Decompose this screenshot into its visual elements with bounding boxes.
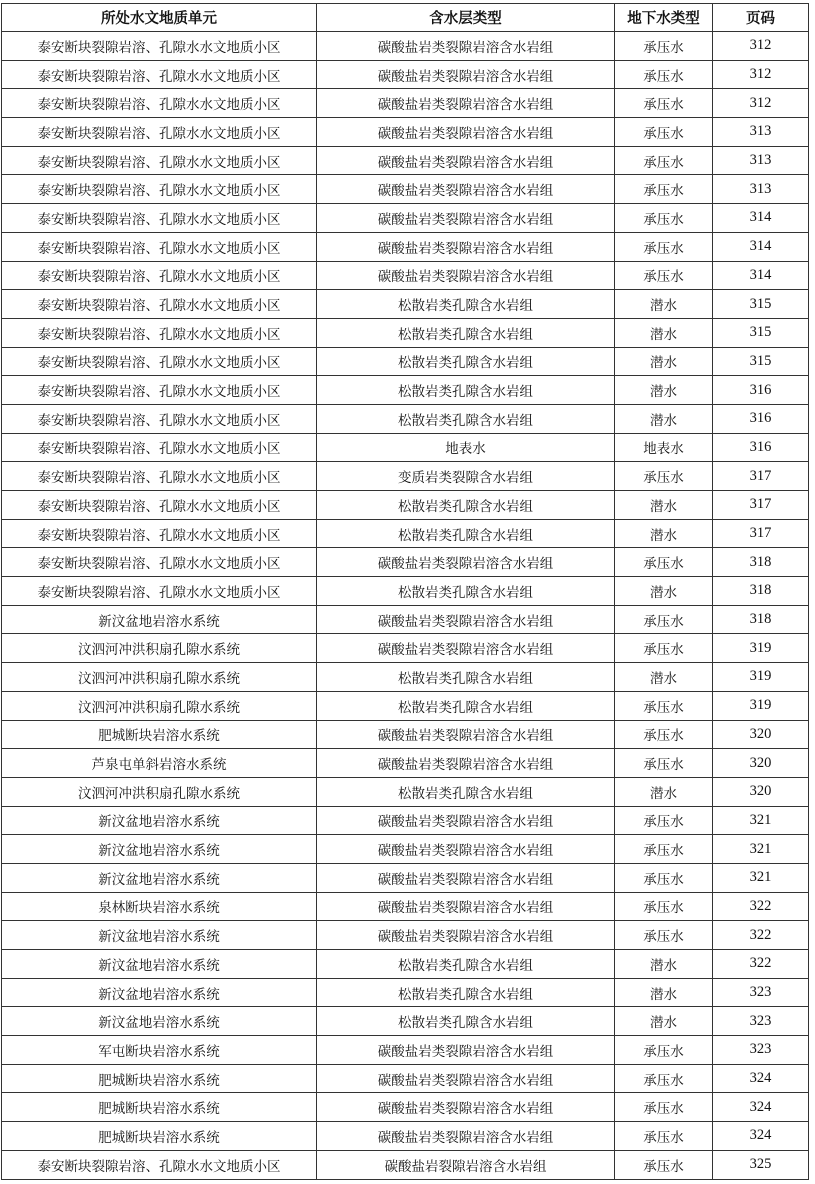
cell-hydrogeologic-unit: 泰安断块裂隙岩溶、孔隙水水文地质小区 [2,491,317,520]
cell-aquifer-type: 碳酸盐岩类裂隙岩溶含水岩组 [317,204,615,233]
cell-page-number: 325 [713,1150,809,1179]
cell-page-number: 319 [713,634,809,663]
cell-hydrogeologic-unit: 泰安断块裂隙岩溶、孔隙水水文地质小区 [2,347,317,376]
cell-aquifer-type: 碳酸盐岩类裂隙岩溶含水岩组 [317,146,615,175]
cell-aquifer-type: 碳酸盐岩类裂隙岩溶含水岩组 [317,89,615,118]
table-row [2,950,809,979]
table-row [2,32,809,61]
cell-groundwater-type: 承压水 [615,146,713,175]
table-row [2,863,809,892]
table-header-row [2,4,809,32]
cell-groundwater-type: 承压水 [615,204,713,233]
cell-aquifer-type: 碳酸盐岩类裂隙岩溶含水岩组 [317,634,615,663]
aquifer-index-table [1,3,809,1180]
cell-aquifer-type: 松散岩类孔隙含水岩组 [317,691,615,720]
cell-groundwater-type: 承压水 [615,32,713,61]
cell-groundwater-type: 潜水 [615,519,713,548]
cell-page-number: 316 [713,404,809,433]
cell-aquifer-type: 碳酸盐岩类裂隙岩溶含水岩组 [317,1093,615,1122]
cell-groundwater-type: 承压水 [615,921,713,950]
cell-aquifer-type: 松散岩类孔隙含水岩组 [317,347,615,376]
cell-aquifer-type: 松散岩类孔隙含水岩组 [317,777,615,806]
cell-aquifer-type: 松散岩类孔隙含水岩组 [317,577,615,606]
cell-page-number: 313 [713,175,809,204]
table-row [2,404,809,433]
header-aquifer-type: 含水层类型 [317,4,615,32]
table-row [2,577,809,606]
cell-aquifer-type: 松散岩类孔隙含水岩组 [317,318,615,347]
cell-aquifer-type: 碳酸盐岩类裂隙岩溶含水岩组 [317,175,615,204]
cell-hydrogeologic-unit: 新汶盆地岩溶水系统 [2,863,317,892]
cell-page-number: 320 [713,777,809,806]
cell-page-number: 321 [713,806,809,835]
table-row [2,491,809,520]
cell-groundwater-type: 承压水 [615,175,713,204]
cell-hydrogeologic-unit: 泰安断块裂隙岩溶、孔隙水水文地质小区 [2,318,317,347]
table-row [2,634,809,663]
cell-groundwater-type: 潜水 [615,290,713,319]
cell-hydrogeologic-unit: 泰安断块裂隙岩溶、孔隙水水文地质小区 [2,89,317,118]
table-row [2,462,809,491]
cell-hydrogeologic-unit: 肥城断块岩溶水系统 [2,1122,317,1151]
cell-aquifer-type: 碳酸盐岩裂隙岩溶含水岩组 [317,1150,615,1179]
cell-groundwater-type: 潜水 [615,347,713,376]
header-hydrogeologic-unit: 所处水文地质单元 [2,4,317,32]
cell-groundwater-type: 承压水 [615,232,713,261]
cell-hydrogeologic-unit: 泰安断块裂隙岩溶、孔隙水水文地质小区 [2,548,317,577]
cell-aquifer-type: 碳酸盐岩类裂隙岩溶含水岩组 [317,1122,615,1151]
table-row [2,232,809,261]
cell-aquifer-type: 地表水 [317,433,615,462]
cell-aquifer-type: 松散岩类孔隙含水岩组 [317,376,615,405]
cell-hydrogeologic-unit: 新汶盆地岩溶水系统 [2,605,317,634]
table-row [2,835,809,864]
table-row [2,89,809,118]
cell-hydrogeologic-unit: 肥城断块岩溶水系统 [2,1064,317,1093]
table-row [2,806,809,835]
cell-hydrogeologic-unit: 泰安断块裂隙岩溶、孔隙水水文地质小区 [2,376,317,405]
cell-aquifer-type: 碳酸盐岩类裂隙岩溶含水岩组 [317,60,615,89]
cell-groundwater-type: 潜水 [615,663,713,692]
cell-page-number: 316 [713,433,809,462]
cell-groundwater-type: 潜水 [615,577,713,606]
table-row [2,921,809,950]
table-row [2,548,809,577]
cell-aquifer-type: 松散岩类孔隙含水岩组 [317,950,615,979]
table-row [2,175,809,204]
cell-hydrogeologic-unit: 新汶盆地岩溶水系统 [2,921,317,950]
cell-aquifer-type: 松散岩类孔隙含水岩组 [317,519,615,548]
cell-hydrogeologic-unit: 泰安断块裂隙岩溶、孔隙水水文地质小区 [2,204,317,233]
cell-page-number: 324 [713,1093,809,1122]
cell-hydrogeologic-unit: 新汶盆地岩溶水系统 [2,978,317,1007]
cell-page-number: 312 [713,32,809,61]
cell-page-number: 315 [713,347,809,376]
table-row [2,777,809,806]
cell-hydrogeologic-unit: 泰安断块裂隙岩溶、孔隙水水文地质小区 [2,60,317,89]
cell-page-number: 318 [713,577,809,606]
cell-groundwater-type: 承压水 [615,1150,713,1179]
cell-aquifer-type: 碳酸盐岩类裂隙岩溶含水岩组 [317,261,615,290]
cell-hydrogeologic-unit: 泰安断块裂隙岩溶、孔隙水水文地质小区 [2,118,317,147]
cell-aquifer-type: 松散岩类孔隙含水岩组 [317,978,615,1007]
table-row [2,720,809,749]
cell-groundwater-type: 承压水 [615,1122,713,1151]
cell-page-number: 315 [713,318,809,347]
cell-aquifer-type: 碳酸盐岩类裂隙岩溶含水岩组 [317,1064,615,1093]
table-row [2,691,809,720]
cell-groundwater-type: 承压水 [615,605,713,634]
cell-aquifer-type: 松散岩类孔隙含水岩组 [317,1007,615,1036]
cell-aquifer-type: 碳酸盐岩类裂隙岩溶含水岩组 [317,32,615,61]
cell-groundwater-type: 潜水 [615,491,713,520]
cell-aquifer-type: 碳酸盐岩类裂隙岩溶含水岩组 [317,720,615,749]
cell-aquifer-type: 碳酸盐岩类裂隙岩溶含水岩组 [317,921,615,950]
cell-groundwater-type: 承压水 [615,462,713,491]
table-row [2,146,809,175]
cell-page-number: 321 [713,863,809,892]
cell-page-number: 322 [713,892,809,921]
cell-page-number: 315 [713,290,809,319]
table-row [2,1064,809,1093]
cell-page-number: 314 [713,232,809,261]
cell-page-number: 323 [713,1036,809,1065]
cell-page-number: 323 [713,1007,809,1036]
cell-aquifer-type: 松散岩类孔隙含水岩组 [317,404,615,433]
cell-page-number: 324 [713,1122,809,1151]
cell-groundwater-type: 地表水 [615,433,713,462]
cell-hydrogeologic-unit: 汶泗河冲洪积扇孔隙水系统 [2,691,317,720]
cell-groundwater-type: 潜水 [615,950,713,979]
cell-page-number: 322 [713,921,809,950]
header-page-number: 页码 [713,4,809,32]
cell-groundwater-type: 承压水 [615,835,713,864]
table-row [2,892,809,921]
cell-groundwater-type: 承压水 [615,806,713,835]
cell-groundwater-type: 承压水 [615,749,713,778]
cell-hydrogeologic-unit: 泰安断块裂隙岩溶、孔隙水水文地质小区 [2,146,317,175]
cell-aquifer-type: 碳酸盐岩类裂隙岩溶含水岩组 [317,806,615,835]
cell-aquifer-type: 碳酸盐岩类裂隙岩溶含水岩组 [317,863,615,892]
cell-hydrogeologic-unit: 新汶盆地岩溶水系统 [2,950,317,979]
cell-page-number: 320 [713,720,809,749]
cell-page-number: 313 [713,118,809,147]
cell-aquifer-type: 碳酸盐岩类裂隙岩溶含水岩组 [317,118,615,147]
cell-hydrogeologic-unit: 泰安断块裂隙岩溶、孔隙水水文地质小区 [2,290,317,319]
table-row [2,749,809,778]
cell-hydrogeologic-unit: 泰安断块裂隙岩溶、孔隙水水文地质小区 [2,404,317,433]
cell-groundwater-type: 承压水 [615,261,713,290]
cell-aquifer-type: 碳酸盐岩类裂隙岩溶含水岩组 [317,835,615,864]
cell-hydrogeologic-unit: 汶泗河冲洪积扇孔隙水系统 [2,777,317,806]
cell-hydrogeologic-unit: 肥城断块岩溶水系统 [2,720,317,749]
cell-hydrogeologic-unit: 泰安断块裂隙岩溶、孔隙水水文地质小区 [2,462,317,491]
table-row [2,978,809,1007]
cell-groundwater-type: 承压水 [615,1036,713,1065]
cell-page-number: 312 [713,60,809,89]
cell-groundwater-type: 承压水 [615,60,713,89]
cell-groundwater-type: 承压水 [615,1093,713,1122]
table-row [2,261,809,290]
cell-groundwater-type: 潜水 [615,978,713,1007]
cell-hydrogeologic-unit: 泰安断块裂隙岩溶、孔隙水水文地质小区 [2,433,317,462]
cell-groundwater-type: 承压水 [615,89,713,118]
cell-hydrogeologic-unit: 汶泗河冲洪积扇孔隙水系统 [2,634,317,663]
cell-groundwater-type: 潜水 [615,376,713,405]
cell-hydrogeologic-unit: 泰安断块裂隙岩溶、孔隙水水文地质小区 [2,175,317,204]
table-row [2,290,809,319]
cell-aquifer-type: 碳酸盐岩类裂隙岩溶含水岩组 [317,892,615,921]
cell-page-number: 319 [713,691,809,720]
cell-hydrogeologic-unit: 泰安断块裂隙岩溶、孔隙水水文地质小区 [2,261,317,290]
table-row [2,1122,809,1151]
cell-hydrogeologic-unit: 芦泉屯单斜岩溶水系统 [2,749,317,778]
cell-hydrogeologic-unit: 泉林断块岩溶水系统 [2,892,317,921]
cell-aquifer-type: 松散岩类孔隙含水岩组 [317,491,615,520]
cell-aquifer-type: 碳酸盐岩类裂隙岩溶含水岩组 [317,232,615,261]
table-row [2,1150,809,1179]
table-row [2,1036,809,1065]
cell-hydrogeologic-unit: 泰安断块裂隙岩溶、孔隙水水文地质小区 [2,577,317,606]
cell-page-number: 318 [713,605,809,634]
table-row [2,1093,809,1122]
cell-aquifer-type: 变质岩类裂隙含水岩组 [317,462,615,491]
cell-hydrogeologic-unit: 新汶盆地岩溶水系统 [2,835,317,864]
table-row [2,376,809,405]
cell-page-number: 317 [713,491,809,520]
cell-page-number: 314 [713,204,809,233]
cell-groundwater-type: 承压水 [615,691,713,720]
table-row [2,318,809,347]
table-body [2,32,809,1180]
table-row [2,1007,809,1036]
table-row [2,118,809,147]
cell-groundwater-type: 承压水 [615,863,713,892]
cell-page-number: 324 [713,1064,809,1093]
cell-page-number: 316 [713,376,809,405]
cell-page-number: 321 [713,835,809,864]
cell-groundwater-type: 承压水 [615,892,713,921]
cell-hydrogeologic-unit: 泰安断块裂隙岩溶、孔隙水水文地质小区 [2,32,317,61]
cell-page-number: 322 [713,950,809,979]
cell-aquifer-type: 碳酸盐岩类裂隙岩溶含水岩组 [317,1036,615,1065]
cell-aquifer-type: 碳酸盐岩类裂隙岩溶含水岩组 [317,605,615,634]
cell-hydrogeologic-unit: 肥城断块岩溶水系统 [2,1093,317,1122]
cell-groundwater-type: 潜水 [615,404,713,433]
table-row [2,663,809,692]
cell-hydrogeologic-unit: 汶泗河冲洪积扇孔隙水系统 [2,663,317,692]
cell-hydrogeologic-unit: 泰安断块裂隙岩溶、孔隙水水文地质小区 [2,1150,317,1179]
cell-page-number: 320 [713,749,809,778]
cell-groundwater-type: 承压水 [615,548,713,577]
cell-hydrogeologic-unit: 新汶盆地岩溶水系统 [2,806,317,835]
cell-page-number: 318 [713,548,809,577]
cell-groundwater-type: 承压水 [615,634,713,663]
cell-aquifer-type: 碳酸盐岩类裂隙岩溶含水岩组 [317,548,615,577]
cell-groundwater-type: 承压水 [615,720,713,749]
cell-groundwater-type: 潜水 [615,777,713,806]
table-row [2,204,809,233]
cell-groundwater-type: 承压水 [615,1064,713,1093]
table-row [2,605,809,634]
table-row [2,347,809,376]
cell-hydrogeologic-unit: 泰安断块裂隙岩溶、孔隙水水文地质小区 [2,232,317,261]
cell-groundwater-type: 潜水 [615,1007,713,1036]
table-row [2,519,809,548]
cell-aquifer-type: 松散岩类孔隙含水岩组 [317,663,615,692]
cell-page-number: 319 [713,663,809,692]
cell-hydrogeologic-unit: 新汶盆地岩溶水系统 [2,1007,317,1036]
cell-hydrogeologic-unit: 军屯断块岩溶水系统 [2,1036,317,1065]
cell-page-number: 314 [713,261,809,290]
cell-page-number: 317 [713,519,809,548]
table-row [2,60,809,89]
cell-aquifer-type: 碳酸盐岩类裂隙岩溶含水岩组 [317,749,615,778]
cell-page-number: 313 [713,146,809,175]
cell-aquifer-type: 松散岩类孔隙含水岩组 [317,290,615,319]
cell-page-number: 323 [713,978,809,1007]
cell-groundwater-type: 承压水 [615,118,713,147]
cell-page-number: 317 [713,462,809,491]
cell-hydrogeologic-unit: 泰安断块裂隙岩溶、孔隙水水文地质小区 [2,519,317,548]
header-groundwater-type: 地下水类型 [615,4,713,32]
cell-page-number: 312 [713,89,809,118]
cell-groundwater-type: 潜水 [615,318,713,347]
table-row [2,433,809,462]
